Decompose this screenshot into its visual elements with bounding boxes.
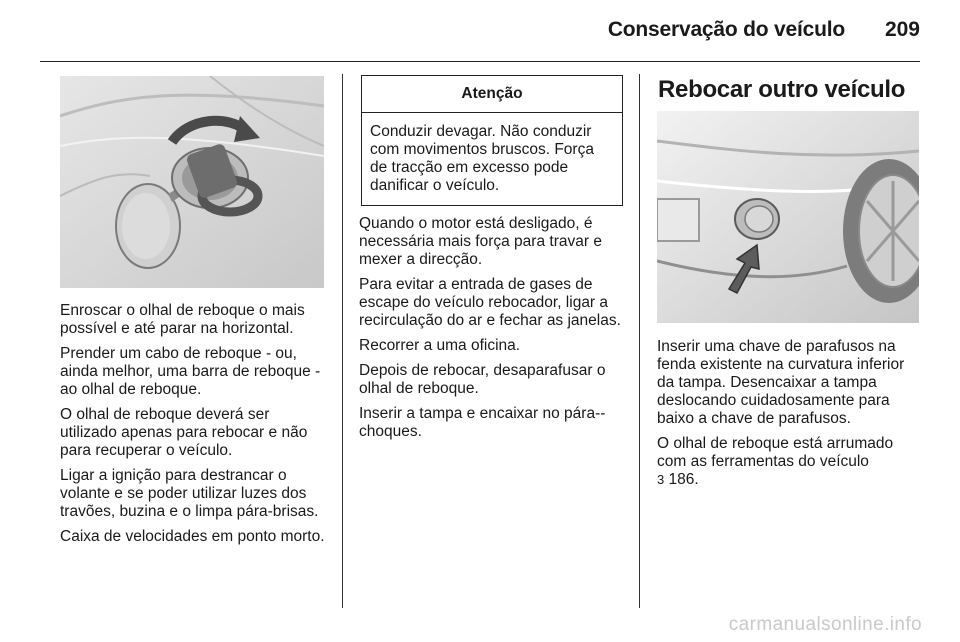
paragraph: Caixa de velocidades em ponto morto. <box>60 528 325 545</box>
column-left <box>60 302 326 553</box>
header-rule <box>40 61 920 62</box>
paragraph <box>657 435 922 489</box>
running-header-title: Conservação do veículo <box>607 18 845 41</box>
column-right <box>657 338 922 496</box>
watermark: carmanualsonline.info <box>728 614 922 635</box>
paragraph: Para evitar a entrada de gases de escape do veículo rebocador, ligar a recirculação do ar e fechar as janelas. <box>359 276 621 329</box>
paragraph-text: O olhal de reboque está arrumado com as ferramentas do veículo <box>657 435 894 470</box>
page-reference-arrow-icon: 3 <box>657 472 665 487</box>
section-heading: Rebocar outro veículo <box>658 76 906 103</box>
warning-body: Conduzir devagar. Não conduzir com movimentos bruscos. Força de tracção em excesso pode danificar o veículo. <box>370 123 594 194</box>
page-reference-link[interactable]: 186. <box>668 471 699 488</box>
paragraph: Depois de rebocar, desaparafusar o olhal de reboque. <box>359 362 606 397</box>
column-divider-left <box>342 74 343 608</box>
paragraph: Prender um cabo de reboque - ou, ainda melhor, uma barra de reboque - ao olhal de reboque. <box>60 345 321 398</box>
paragraph: O olhal de reboque deverá ser utilizado apenas para rebocar e não para recuperar o veículo. <box>60 406 308 459</box>
towing-eye-illustration <box>60 76 324 288</box>
paragraph: Ligar a ignição para destrancar o volante e se poder utilizar luzes dos travões, buzina e o limpa pára-brisas. <box>60 467 319 520</box>
paragraph: Enroscar o olhal de reboque o mais possível e até parar na horizontal. <box>60 302 305 337</box>
warning-title: Atenção <box>362 76 622 113</box>
warning-box <box>361 75 623 206</box>
paragraph: Inserir a tampa e encaixar no pára--choques. <box>359 405 606 440</box>
column-divider-right <box>639 74 640 608</box>
paragraph: Inserir uma chave de parafusos na fenda existente na curvatura inferior da tampa. Desencaixar a tampa deslocando cuidadosamente para baixo a chave de parafusos. <box>657 338 905 427</box>
page-number: 209 <box>884 18 920 41</box>
paragraph: Quando o motor está desligado, é necessária mais força para travar e mexer a direcção. <box>359 215 602 268</box>
rear-bumper-illustration <box>657 111 919 323</box>
column-middle <box>359 215 627 448</box>
paragraph: Recorrer a uma oficina. <box>359 337 521 354</box>
